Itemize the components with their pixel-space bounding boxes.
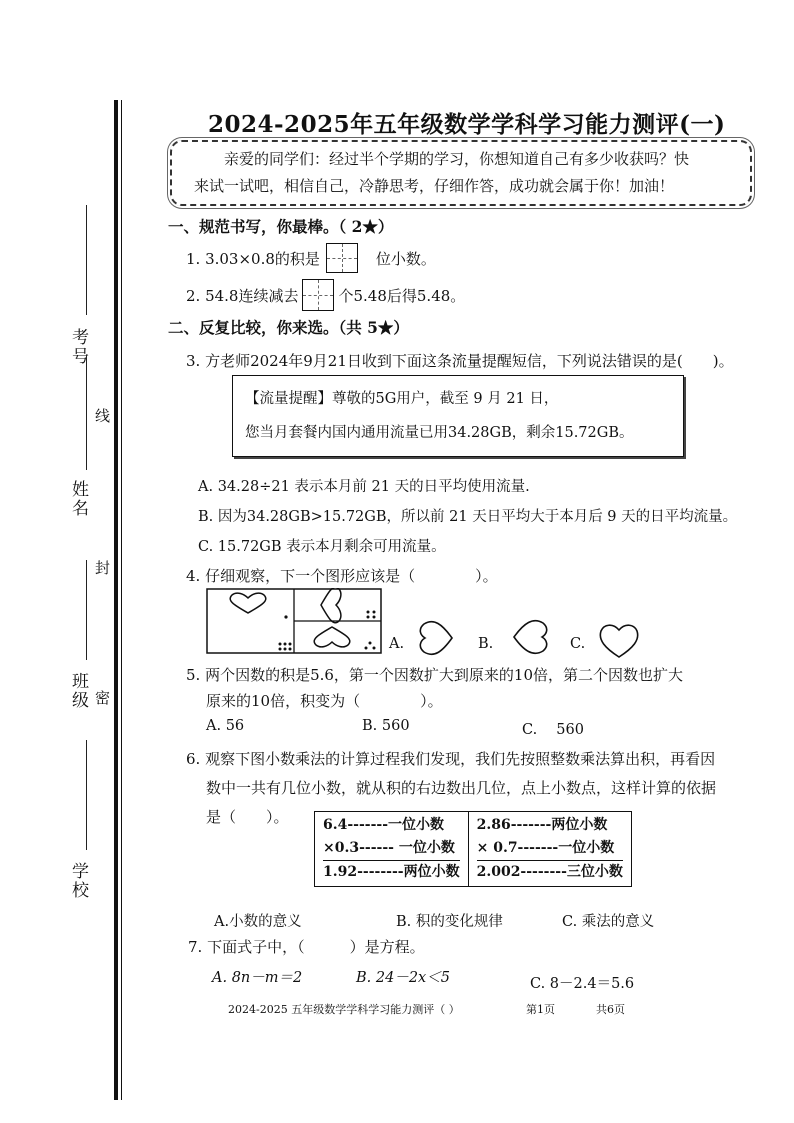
intro-line-2: 来试一试吧，相信自己，冷静思考，仔细作答，成功就会属于你！加油！ [194, 177, 675, 195]
q5-option-a[interactable]: A. 56 [206, 718, 245, 734]
q4-cell2-dots-icon [367, 611, 376, 619]
q6-option-b[interactable]: B. 积的变化规律 [396, 914, 503, 930]
q5-stem-line-1: 5. 两个因数的积是5.6，第一个因数扩大到原来的10倍，第二个因数也扩大 [186, 666, 684, 684]
name-label: 姓名 [68, 480, 88, 518]
q6-option-c[interactable]: C. 乘法的意义 [562, 914, 655, 930]
q4-option-c-heart-icon [596, 620, 642, 660]
q4-option-c[interactable]: C. [570, 636, 586, 652]
q1-stem: 1. 3.03×0.8的积是 [186, 249, 320, 268]
q3-option-c[interactable]: C. 15.72GB 表示本月剩余可用流量。 [198, 539, 446, 555]
q5-option-c[interactable]: C. 560 [522, 722, 584, 738]
q4-cell2-heart-icon [321, 588, 341, 623]
seal-line-feng: 封 [93, 560, 111, 575]
q1-suffix: 位小数。 [375, 249, 436, 268]
q3-option-a[interactable]: A. 34.28÷21 表示本月前 21 天的日平均使用流量. [198, 479, 530, 495]
q4-option-a-heart-icon [414, 616, 458, 660]
sms-line-2: 您当月套餐内国内通用流量已用34.28GB，剩余15.72GB。 [245, 425, 634, 441]
q2-suffix: 个5.48后得5.48。 [338, 286, 466, 305]
calc-right-row-2: × 0.7-------一位小数 [477, 837, 623, 861]
school-label: 学校 [68, 862, 88, 900]
exam-no-blank [86, 205, 87, 315]
q4-cell3-dots-icon [279, 643, 292, 651]
q4-option-b-heart-icon [508, 614, 554, 660]
seal-line-mi: 密 [93, 690, 111, 705]
class-blank [86, 560, 87, 660]
calc-left-column [315, 812, 468, 886]
calc-left-row-3: 1.92--------两位小数 [323, 864, 460, 880]
question-2 [186, 279, 465, 311]
school-blank [86, 740, 87, 850]
q4-pattern-grid [206, 588, 382, 654]
q6-stem-line-3: 是（ ）。 [206, 808, 289, 826]
sms-box [232, 375, 684, 457]
binding-rule-thick [114, 100, 118, 1100]
exam-no-label: 考号 [68, 328, 88, 366]
section1-title: 一、规范书写，你最棒。（ 2★） [168, 217, 394, 236]
q4-option-a[interactable]: A. [389, 636, 405, 652]
q6-stem-line-1: 6. 观察下图小数乘法的计算过程我们发现，我们先按照整数乘法算出积，再看因 [186, 750, 716, 768]
q4-cell1-heart-icon [230, 593, 266, 613]
q1-answer-grid[interactable] [326, 243, 358, 273]
question-1 [186, 243, 436, 273]
q7-option-c[interactable]: C. 8－2.4＝5.6 [530, 976, 635, 992]
footer-title: 2024-2025 五年级数学学科学习能力测评（ ） [228, 1003, 460, 1016]
q5-option-b[interactable]: B. 560 [362, 718, 410, 734]
calc-right-row-3: 2.002--------三位小数 [476, 864, 623, 880]
q2-stem: 2. 54.8连续减去 [186, 286, 299, 305]
q4-cell4-heart-icon [314, 627, 350, 647]
q7-stem: 7. 下面式子中，（ ）是方程。 [188, 938, 425, 956]
intro-box [170, 140, 752, 206]
q2-answer-grid[interactable] [302, 279, 334, 311]
calc-right-row-1: 2.86-------两位小数 [476, 817, 608, 833]
class-label: 班级 [68, 672, 88, 710]
q4-cell4-dots-icon [365, 642, 376, 650]
calc-left-row-2: ×0.3------ 一位小数 [323, 837, 460, 861]
q5-stem-line-2: 原来的10倍，积变为（ ）。 [206, 692, 443, 710]
calc-left-row-1: 6.4-------一位小数 [323, 817, 445, 833]
calc-table [314, 811, 632, 887]
intro-line-1: 亲爱的同学们：经过半个学期的学习，你想知道自己有多少收获吗？快 [224, 150, 690, 168]
sms-line-1: 【流量提醒】尊敬的5G用户，截至 9 月 21 日， [245, 391, 559, 407]
q3-stem: 3. 方老师2024年9月21日收到下面这条流量提醒短信，下列说法错误的是( )。 [186, 352, 734, 370]
calc-right-column [468, 812, 631, 886]
footer-page: 第1页 [526, 1003, 555, 1016]
footer-total: 共6页 [596, 1003, 625, 1016]
section2-title: 二、反复比较，你来选。（共 5★） [168, 318, 409, 337]
binding-rule-thin [121, 100, 122, 1100]
q4-option-b[interactable]: B. [478, 636, 494, 652]
q4-stem: 4. 仔细观察，下一个图形应该是（ ）。 [186, 567, 498, 585]
q6-option-a[interactable]: A.小数的意义 [214, 914, 302, 930]
q3-option-b[interactable]: B. 因为34.28GB>15.72GB，所以前 21 天日平均大于本月后 9 天的日平均流量。 [198, 509, 738, 525]
q4-cell1-dot-icon [284, 615, 287, 618]
q7-option-b[interactable]: B. 24－2x＜5 [356, 970, 450, 986]
seal-line-xian: 线 [93, 408, 111, 423]
page-title: 2024-2025年五年级数学学科学习能力测评(一) [208, 111, 726, 138]
name-blank [86, 355, 87, 470]
q6-stem-line-2: 数中一共有几位小数，就从积的右边数出几位，点上小数点，这样计算的依据 [206, 779, 717, 797]
q7-option-a[interactable]: A. 8n－m＝2 [212, 970, 303, 986]
